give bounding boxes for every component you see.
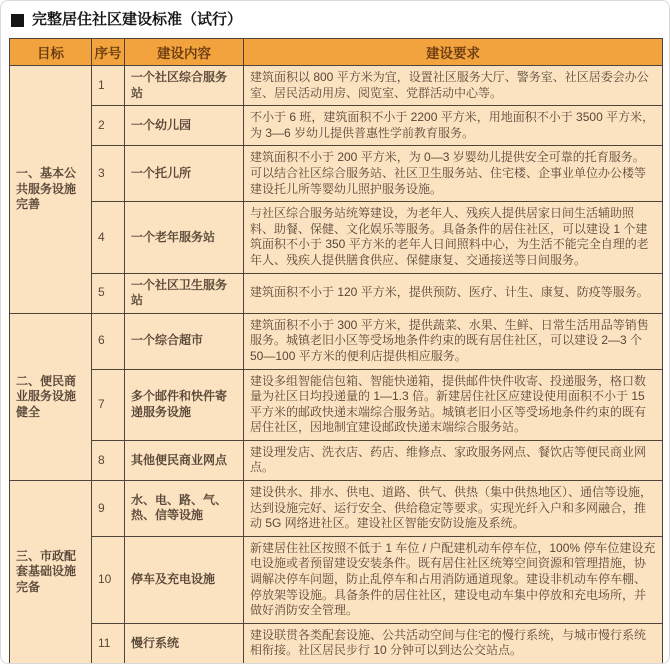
row-no: 8	[92, 440, 125, 480]
row-requirement: 建筑面积以 800 平方米为宜，设置社区服务大厅、警务室、社区居委会办公室、居民活动用房、阅览室、党群活动中心等。	[244, 66, 663, 106]
row-requirement: 建筑面积不小于 120 平方米，提供预防、医疗、计生、康复、防疫等服务。	[244, 273, 663, 313]
table-row	[10, 106, 663, 146]
goal-cell-group1: 一、基本公共服务设施完善	[10, 66, 92, 314]
table-row	[10, 313, 663, 369]
table-row	[10, 536, 663, 623]
table-row	[10, 202, 663, 273]
table-header-row	[10, 39, 663, 66]
row-requirement: 与社区综合服务站统筹建设，为老年人、残疾人提供居家日间生活辅助照料、助餐、保健、文化娱乐等服务。具备条件的居住社区，可以建设 1 个建筑面积不小于 350 平方米的老年人日间照料中心，为生活不能完全自理的老年人、残疾人提供膳食供应、保健康复、交通接送等日间服务。	[244, 202, 663, 273]
row-requirement: 建设多组智能信包箱、智能快递箱，提供邮件快件收寄、投递服务，格口数量为社区日均投递量的 1—1.3 倍。新建居住社区应建设使用面积不小于 15 平方米的邮政快递末端综合服务站。城镇老旧小区等受场地条件约束的既有居住社区，因地制宜建设邮政快递末端综合服务站。	[244, 369, 663, 440]
header-no: 序号	[92, 39, 125, 66]
row-content: 一个托儿所	[125, 146, 244, 202]
row-requirement: 不小于 6 班，建筑面积不小于 2200 平方米，用地面积不小于 3500 平方米，为 3—6 岁幼儿提供普惠性学前教育服务。	[244, 106, 663, 146]
row-content: 一个幼儿园	[125, 106, 244, 146]
row-no: 10	[92, 536, 125, 623]
table-row	[10, 440, 663, 480]
row-requirement: 建设联贯各类配套设施、公共活动空间与住宅的慢行系统，与城市慢行系统相衔接。社区居民步行 10 分钟可以到达公交站点。	[244, 623, 663, 663]
row-no: 2	[92, 106, 125, 146]
row-content: 水、电、路、气、热、信等设施	[125, 481, 244, 537]
header-goal: 目标	[10, 39, 92, 66]
table-row	[10, 146, 663, 202]
row-no: 7	[92, 369, 125, 440]
row-no: 1	[92, 66, 125, 106]
row-content: 一个社区卫生服务站	[125, 273, 244, 313]
row-content: 停车及充电设施	[125, 536, 244, 623]
row-no: 5	[92, 273, 125, 313]
row-content: 慢行系统	[125, 623, 244, 663]
row-content: 一个综合超市	[125, 313, 244, 369]
table-row	[10, 481, 663, 537]
table-row	[10, 66, 663, 106]
row-content: 多个邮件和快件寄递服务设施	[125, 369, 244, 440]
table-row	[10, 623, 663, 663]
row-content: 一个社区综合服务站	[125, 66, 244, 106]
row-requirement: 建筑面积不小于 300 平方米，提供蔬菜、水果、生鲜、日常生活用品等销售服务。城镇老旧小区等受场地条件约束的既有居住社区，可以建设 2—3 个 50—100 平方米的便利店提供相应服务。	[244, 313, 663, 369]
goal-cell-group2: 二、便民商业服务设施健全	[10, 313, 92, 480]
page-title	[1, 1, 669, 37]
row-requirement: 建设供水、排水、供电、道路、供气、供热（集中供热地区）、通信等设施，达到设施完好、运行安全、供给稳定等要求。实现光纤入户和多网融合，推动 5G 网络进社区。建设社区智能安防设施及系统。	[244, 481, 663, 537]
goal-cell-group3: 三、市政配套基础设施完备	[10, 481, 92, 664]
table-row	[10, 273, 663, 313]
table-row	[10, 369, 663, 440]
row-requirement: 新建居住社区按照不低于 1 车位 / 户配建机动车停车位，100% 停车位建设充电设施或者预留建设安装条件。既有居住社区统筹空间资源和管理措施，协调解决停车问题，防止乱停车和占用消防通道现象。建设非机动车停车棚、停放架等设施。具备条件的居住社区，建设电动车集中停放和充电场所，并做好消防安全管理。	[244, 536, 663, 623]
row-no: 4	[92, 202, 125, 273]
row-requirement: 建设理发店、洗衣店、药店、维修点、家政服务网点、餐饮店等便民商业网点。	[244, 440, 663, 480]
title-square-icon	[11, 14, 24, 27]
header-content: 建设内容	[125, 39, 244, 66]
row-requirement: 建筑面积不小于 200 平方米，为 0—3 岁婴幼儿提供安全可靠的托育服务。可以结合社区综合服务站、社区卫生服务站、住宅楼、企事业单位办公楼等建设托儿所等婴幼儿照护服务设施。	[244, 146, 663, 202]
page-title-text: 完整居住社区建设标准（试行）	[32, 11, 243, 28]
row-content: 一个老年服务站	[125, 202, 244, 273]
row-no: 9	[92, 481, 125, 537]
header-requirement: 建设要求	[244, 39, 663, 66]
row-no: 6	[92, 313, 125, 369]
row-no: 3	[92, 146, 125, 202]
row-content: 其他便民商业网点	[125, 440, 244, 480]
standards-table	[9, 38, 663, 664]
row-no: 11	[92, 623, 125, 663]
